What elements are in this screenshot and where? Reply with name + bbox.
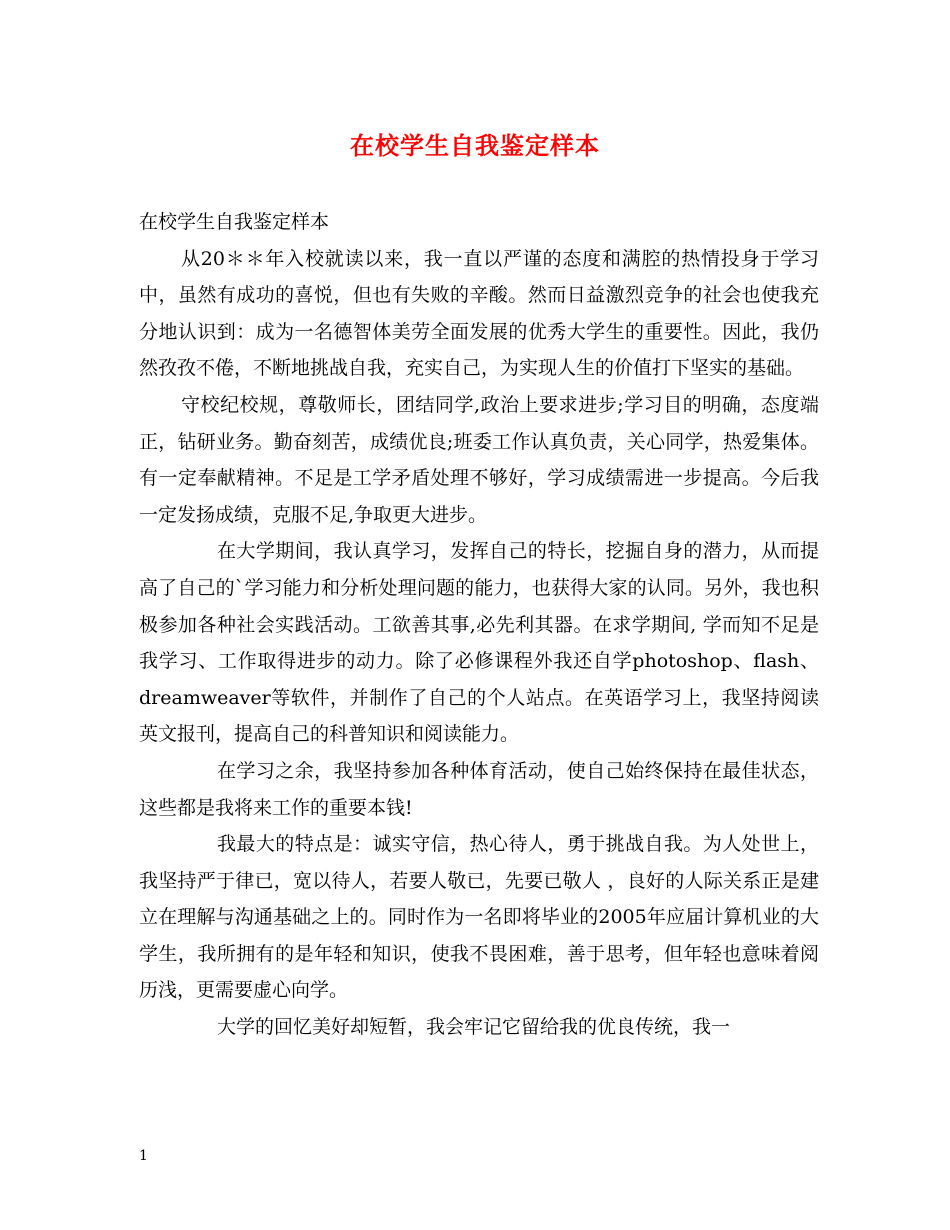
body-heading: 在校学生自我鉴定样本 [139,211,330,233]
paragraph-6: 大学的回忆美好却短暂，我会牢记它留给我的优良传统，我一 [217,1016,731,1039]
paragraph-3: 在大学期间，我认真学习，发挥自己的特长，挖掘自身的潜力，从而提高了自己的`学习能力和分析处理问题的能力，也获得大家的认同。另外，我也积极参加各种社会实践活动。工欲善其事,必先利其器。在求学期间, 学而知不足是我学习、工作取得进步的动力。除了必修课程外我还自学photoshop、flash、dreamweaver等软件，并制作了自己的个人站点。在英语学习上，我坚持阅读英文报刊，提高自己的科普知识和阅读能力。 [139,540,819,746]
page-number: 1 [139,1148,148,1164]
paragraph-4: 在学习之余，我坚持参加各种体育活动，使自己始终保持在最佳状态，这些都是我将来工作的重要本钱! [139,759,819,819]
document-body [139,204,819,1046]
paragraph-5: 我最大的特点是：诚实守信，热心待人，勇于挑战自我。为人处世上，我坚持严于律已，宽以待人，若要人敬已，先要已敬人 ，良好的人际关系正是建立在理解与沟通基础之上的。同时作为一名即将毕业的2005年应届计算机业的大学生，我所拥有的是年轻和知识，使我不畏困难，善于思考，但年轻也意味着阅历浅，更需要虚心向学。 [139,833,819,1002]
paragraph-1: 从20＊＊年入校就读以来，我一直以严谨的态度和满腔的热情投身于学习中，虽然有成功的喜悦，但也有失败的辛酸。然而日益激烈竞争的社会也使我充分地认识到：成为一名德智体美劳全面发展的优秀大学生的重要性。因此，我仍然孜孜不倦，不断地挑战自我，充实自己，为实现人生的价值打下坚实的基础。 [139,247,819,380]
paragraph-2: 守校纪校规，尊敬师长，团结同学,政治上要求进步;学习目的明确，态度端正，钻研业务。勤奋刻苦，成绩优良;班委工作认真负责，关心同学，热爱集体。有一定奉献精神。不足是工学矛盾处理不够好，学习成绩需进一步提高。今后我一定发扬成绩，克服不足,争取更大进步。 [139,393,819,526]
document-title: 在校学生自我鉴定样本 [350,131,600,160]
